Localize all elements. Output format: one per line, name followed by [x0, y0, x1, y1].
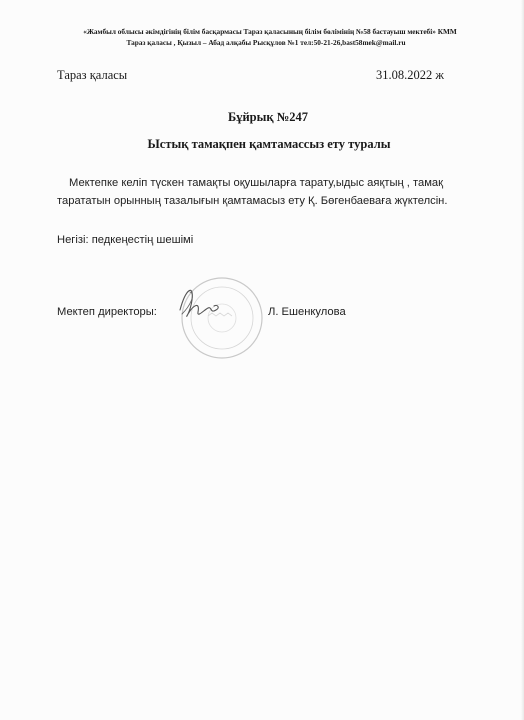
signer-name: Л. Ешенкулова: [268, 306, 346, 318]
order-body-line-2: тарататын орынның тазалығын қамтамасыз ету Қ. Бөгенбаеваға жүктелсін.: [57, 195, 448, 207]
order-basis: Негізі: педкеңестің шешімі: [57, 234, 194, 246]
order-body-line-1: Мектепке келіп түскен тамақты оқушыларға тарату,ыдыс аяқтың , тамақ: [69, 177, 444, 189]
order-subject: Ыстық тамақпен қамтамассыз ету туралы: [147, 137, 391, 151]
order-title: Бұйрық №247: [227, 110, 309, 124]
stamp-signature-icon: [160, 270, 280, 365]
institution-contacts: Тараз қаласы , Қызыл – Абад алқабы Рысқұлов №1 тел:50-21-26,bast58mek@mail.ru: [126, 38, 406, 47]
order-date: 31.08.2022 ж: [376, 68, 445, 82]
city-label: Тараз қаласы: [57, 68, 128, 82]
institution-header: «Жамбыл облысы әкімдігінің білім басқармасы Тараз қаласының білім бөлімінің №58 бастауыш мектебі» КММ: [83, 27, 457, 36]
order-body: [57, 174, 477, 210]
signer-position: Мектеп директоры:: [57, 306, 157, 318]
